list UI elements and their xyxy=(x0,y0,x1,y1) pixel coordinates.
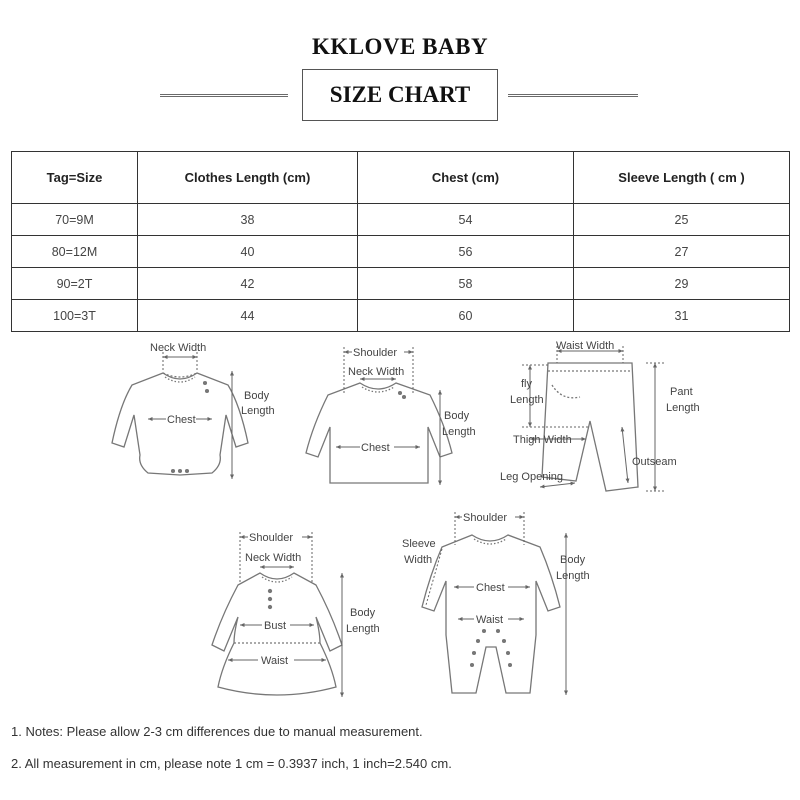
cell-sleeve-length: 29 xyxy=(574,268,790,300)
dress-waist-label: Waist xyxy=(261,655,289,667)
bodysuit-neck-width-label: Neck Width xyxy=(150,342,207,354)
dress-length-label: Length xyxy=(346,623,380,635)
col-header-chest: Chest (cm) xyxy=(358,152,574,204)
shirt-length-label: Length xyxy=(442,426,476,438)
table-row xyxy=(12,268,790,300)
dress-shoulder-label: Shoulder xyxy=(249,532,294,544)
bodysuit-chest-label: Chest xyxy=(167,414,196,426)
bodysuit-length-label: Length xyxy=(241,405,275,417)
romper-waist-label: Waist xyxy=(476,614,504,626)
romper-chest-label: Chest xyxy=(476,582,505,594)
dress-bust-label: Bust xyxy=(264,620,287,632)
pants-leg-opening-label: Leg Opening xyxy=(500,471,563,483)
romper-sleeve-label: Sleeve xyxy=(402,538,436,550)
cell-clothes-length: 38 xyxy=(138,204,358,236)
cell-sleeve-length: 27 xyxy=(574,236,790,268)
pants-outseam-label: Outseam xyxy=(632,456,677,468)
cell-size: 70=9M xyxy=(12,204,138,236)
pants-fly-label: fly xyxy=(521,378,532,390)
romper-length-label: Length xyxy=(556,570,590,582)
bodysuit-body-label: Body xyxy=(244,390,270,402)
table-row xyxy=(12,236,790,268)
cell-clothes-length: 44 xyxy=(138,300,358,332)
col-header-tag-size: Tag=Size xyxy=(12,152,138,204)
cell-size: 80=12M xyxy=(12,236,138,268)
cell-sleeve-length: 25 xyxy=(574,204,790,236)
shirt-body-label: Body xyxy=(444,410,470,422)
size-table xyxy=(11,151,790,332)
table-header-row xyxy=(12,152,790,204)
cell-size: 100=3T xyxy=(12,300,138,332)
title-rule-left xyxy=(160,94,288,97)
romper-shoulder-label: Shoulder xyxy=(463,512,508,524)
cell-chest: 54 xyxy=(358,204,574,236)
title-rule-right xyxy=(508,94,638,97)
romper-body-label: Body xyxy=(560,554,586,566)
cell-clothes-length: 40 xyxy=(138,236,358,268)
dress-diagram xyxy=(212,573,342,695)
dress-neck-width-label: Neck Width xyxy=(245,552,302,564)
pants-fly-length-label: Length xyxy=(510,394,544,406)
cell-chest: 56 xyxy=(358,236,574,268)
pants-pant-length-label: Length xyxy=(666,402,700,414)
shirt-shoulder-label: Shoulder xyxy=(353,347,398,359)
shirt-neck-width-label: Neck Width xyxy=(348,366,405,378)
cell-sleeve-length: 31 xyxy=(574,300,790,332)
col-header-clothes-length: Clothes Length (cm) xyxy=(138,152,358,204)
shirt-diagram xyxy=(306,383,452,483)
brand-name: KKLOVE BABY xyxy=(311,34,489,59)
pants-thigh-width-label: Thigh Width xyxy=(513,434,572,446)
table-row xyxy=(12,204,790,236)
col-header-sleeve-length: Sleeve Length ( cm ) xyxy=(574,152,790,204)
cell-clothes-length: 42 xyxy=(138,268,358,300)
note-manual-measurement: 1. Notes: Please allow 2-3 cm differences due to manual measurement. xyxy=(11,724,423,739)
pants-measure-lines xyxy=(522,346,664,491)
table-row xyxy=(12,300,790,332)
shirt-chest-label: Chest xyxy=(361,442,390,454)
romper-width-label: Width xyxy=(404,554,433,566)
cell-size: 90=2T xyxy=(12,268,138,300)
cell-chest: 60 xyxy=(358,300,574,332)
pants-waist-width-label: Waist Width xyxy=(556,340,615,352)
size-chart-title: SIZE CHART xyxy=(302,69,498,121)
note-unit-conversion: 2. All measurement in cm, please note 1 cm = 0.3937 inch, 1 inch=2.540 cm. xyxy=(11,756,452,771)
dress-body-label: Body xyxy=(350,607,376,619)
measurement-diagrams xyxy=(0,335,800,705)
cell-chest: 58 xyxy=(358,268,574,300)
pants-pant-label: Pant xyxy=(670,386,693,398)
